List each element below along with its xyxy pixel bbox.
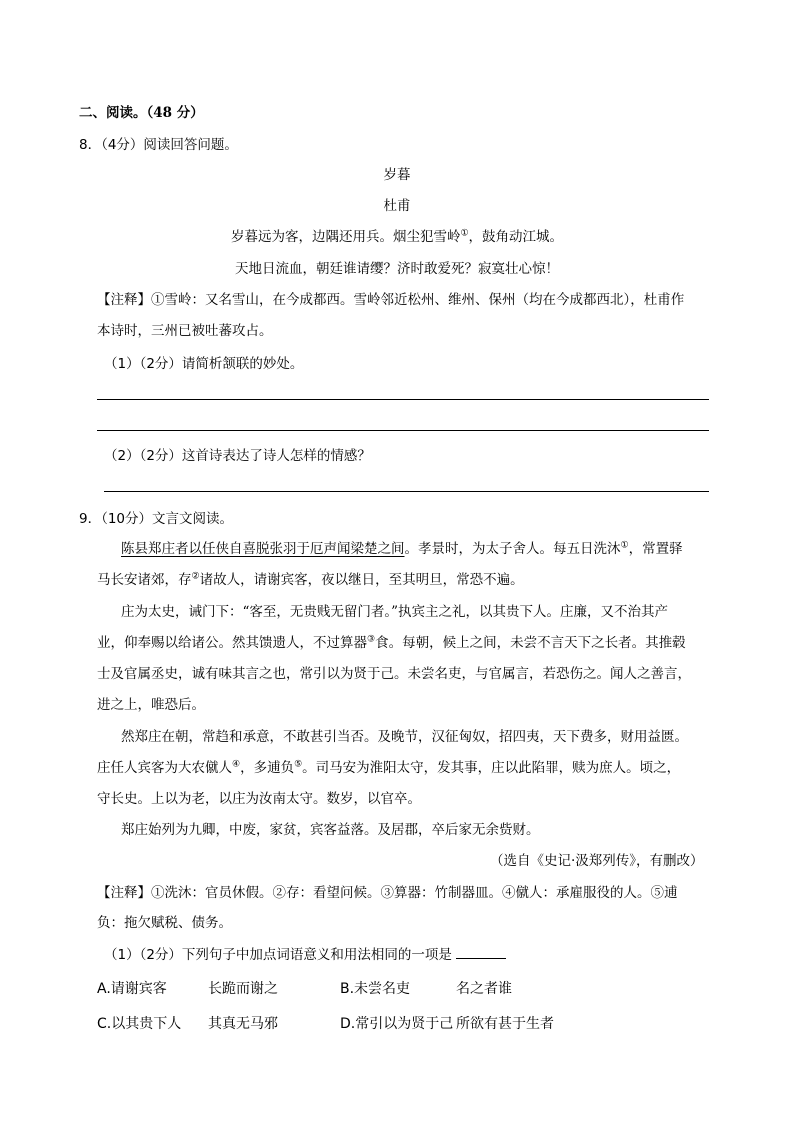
answer-blank[interactable]	[456, 946, 506, 959]
poem-author: 杜甫	[383, 198, 411, 214]
q9-sub1-text: （1）（2分）下列句子中加点词语意义和用法相同的一项是	[104, 947, 452, 963]
q9-p2-text: 食。每朝，候上之间，未尝不言天下之长者。其推毂	[375, 635, 686, 651]
q9-sub1	[104, 946, 506, 964]
option-a-right: 长跪而谢之	[208, 981, 278, 997]
option-b-right: 名之者谁	[456, 981, 512, 997]
footnote-marker: ①	[460, 228, 469, 239]
q9-p3-line-1: 然郑庄在朝，常趋和承意，不敢甚引当否。及晚节，汉征匈奴，招四夷，天下费多，财用益匮。	[121, 729, 688, 745]
poem-line-1-part-a: 岁暮远为客，边隅还用兵。烟尘犯雪岭	[230, 229, 461, 245]
option-c-right: 其真无马邪	[208, 1016, 278, 1032]
option-a-left[interactable]: A.请谢宾客	[97, 981, 167, 997]
option-c-left[interactable]: C.以其贵下人	[97, 1016, 182, 1032]
q9-p1-text-end: ，常置驿	[628, 541, 683, 557]
source-citation: （选自《史记·汲郑列传》，有删改）	[490, 853, 704, 869]
q9-p2-text: 业，仰奉赐以给诸公。然其馈遗人，不过算器	[97, 635, 367, 651]
option-d-left[interactable]: D.常引以为贤于己	[340, 1016, 454, 1032]
q9-p2-line-3: 士及官属丞史，诚有味其言之也，常引以为贤于己。未尝名吏，与官属言，若恐伤之。闻人之善言，	[97, 666, 691, 682]
q9-p3-line-3: 守长史。上以为老，以庄为汝南太守。数岁，以官卒。	[97, 791, 421, 807]
poem-line-1-part-b: ，鼓角动江城。	[468, 229, 564, 245]
poem-title: 岁暮	[383, 167, 411, 183]
q9-stem: 9．（10分）文言文阅读。	[79, 511, 234, 527]
q9-note-line-2: 负：拖欠赋税、债务。	[97, 915, 232, 931]
q9-p3-text: 庄任人宾客为大农僦人	[97, 760, 232, 776]
underlined-sentence: 陈县郑庄者以任侠自喜脱张羽于厄声闻梁楚之间	[121, 541, 405, 557]
q9-p1-text: 。孝景时，为太子舍人。每五日洗沐	[404, 541, 621, 557]
q9-p1-line-2	[97, 571, 524, 589]
footnote-marker: ⑤	[294, 759, 303, 770]
q9-note-line-1: 【注释】①洗沐：官员休假。②存：看望问候。③算器：竹制器皿。④僦人：承雇服役的人。⑤逋	[97, 885, 678, 901]
q9-p3-text: 。司马安为淮阳太守，发其事，庄以此陷罪，赎为庶人。顷之，	[302, 760, 681, 776]
poem-line-2: 天地日流血，朝廷谁请缨？济时敢爱死？寂寞壮心惊！	[235, 261, 559, 277]
q9-p2-line-2	[97, 634, 686, 652]
q9-p2-line-4: 进之上，唯恐后。	[97, 697, 205, 713]
section-title: 二、阅读。（48 分）	[79, 105, 204, 121]
footnote-marker: ②	[191, 571, 200, 582]
q9-p2-line-1: 庄为太史，诫门下：“客至，无贵贱无留门者。”执宾主之礼，以其贵下人。庄廉，又不治其产	[121, 604, 669, 620]
q8-stem: 8．（4分）阅读回答问题。	[79, 137, 238, 153]
q9-p1-text: 马长安诸郊，存	[97, 572, 192, 588]
footnote-marker: ③	[367, 634, 376, 645]
answer-line[interactable]	[104, 491, 709, 492]
answer-line[interactable]	[97, 399, 709, 400]
q9-p3-line-2	[97, 759, 680, 777]
answer-line[interactable]	[97, 430, 709, 431]
poem-line-1	[0, 228, 794, 246]
q9-p4-line-1: 郑庄始列为九卿，中废，家贫，宾客益落。及居郡，卒后家无余赀财。	[121, 822, 540, 838]
q9-p3-text: ，多逋负	[240, 760, 295, 776]
q8-sub1: （1）（2分）请简析颔联的妙处。	[104, 356, 304, 372]
option-d-right: 所欲有甚于生者	[456, 1016, 554, 1032]
footnote-marker: ①	[620, 540, 629, 551]
q8-sub2: （2）（2分）这首诗表达了诗人怎样的情感？	[104, 448, 371, 464]
q9-p1-line-1	[121, 540, 683, 558]
option-b-left[interactable]: B.未尝名吏	[340, 981, 411, 997]
footnote-marker: ④	[232, 759, 241, 770]
q9-p1-text: 诸故人，请谢宾客，夜以继日，至其明旦，常恐不遍。	[199, 572, 524, 588]
q8-note-line-1: 【注释】①雪岭：又名雪山，在今成都西。雪岭邻近松州、维州、保州（均在今成都西北），杜甫作	[97, 292, 685, 308]
q8-note-line-2: 本诗时，三州已被吐蕃攻占。	[97, 323, 273, 339]
